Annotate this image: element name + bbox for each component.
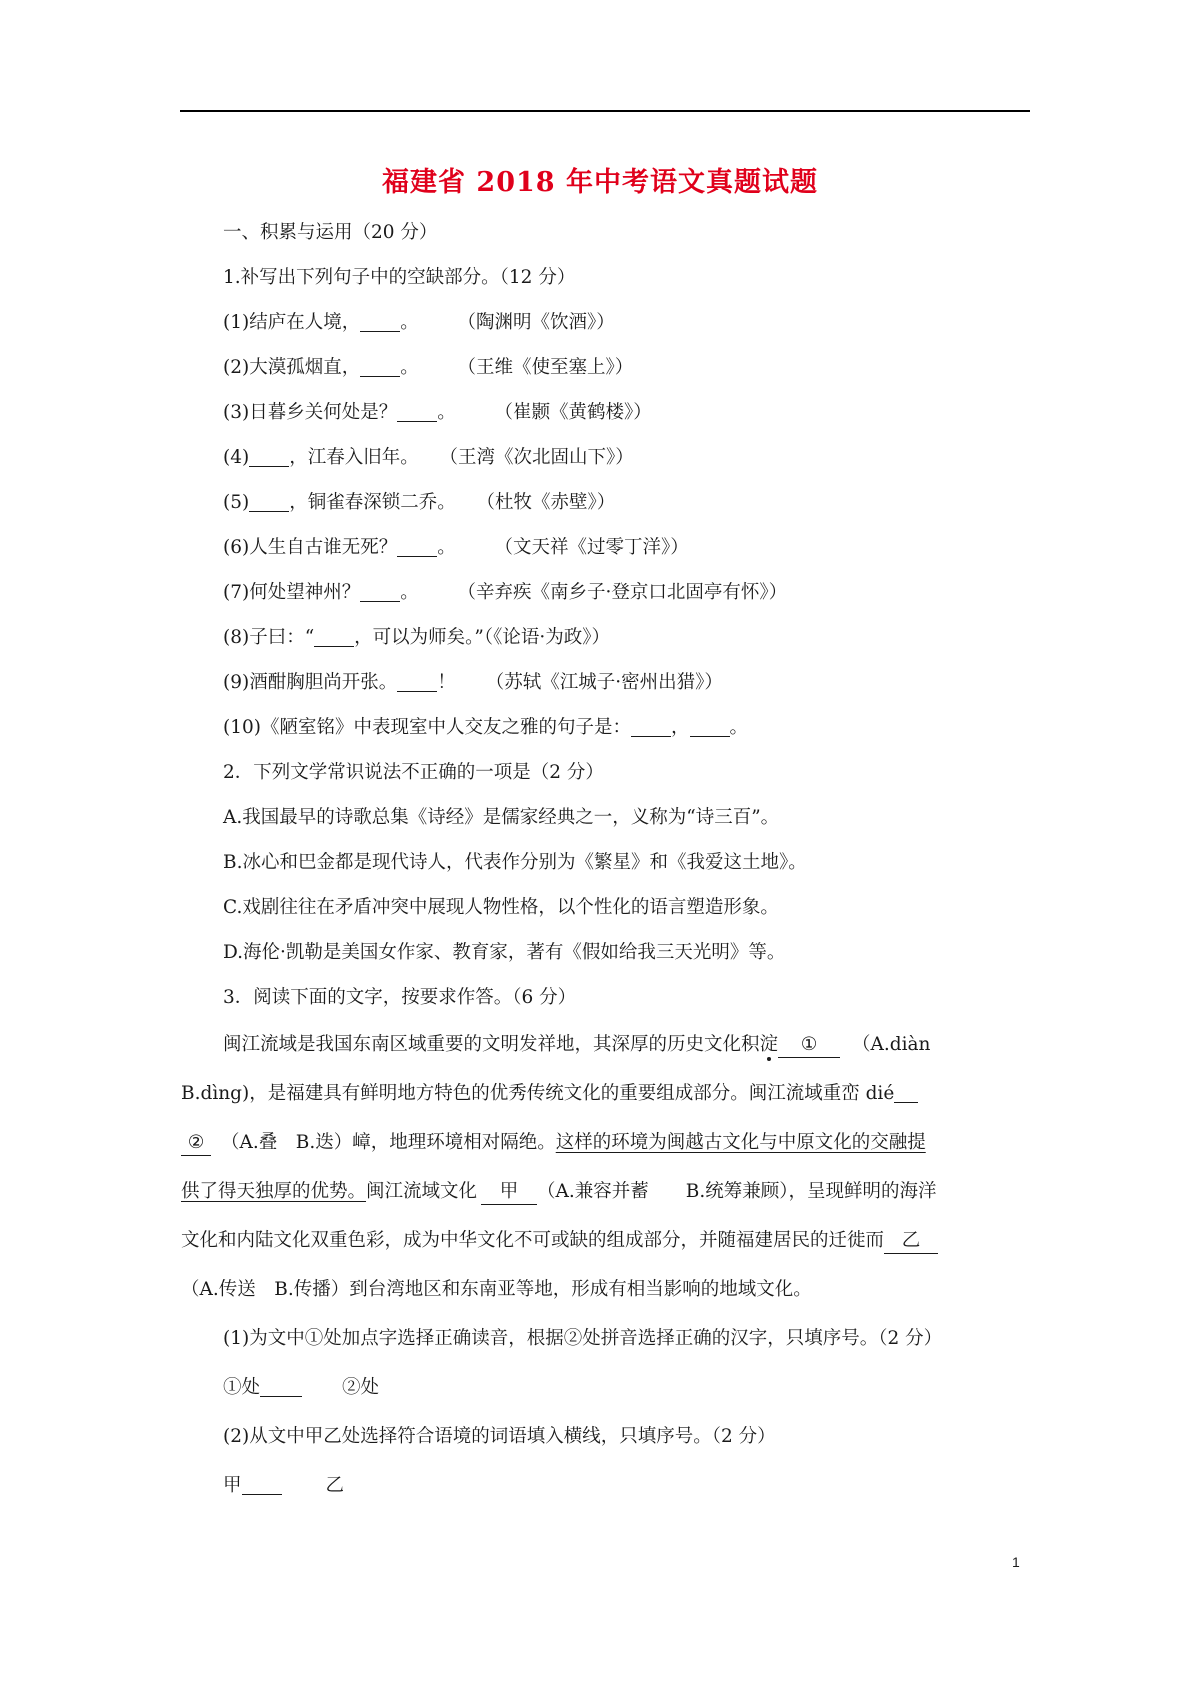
q3-passage-line-5: 文化和内陆文化双重色彩，成为中华文化不可或缺的组成部分，并随福建居民的迁徙而 乙 xyxy=(181,1226,938,1256)
page-title: 福建省 2018 年中考语文真题试题 xyxy=(382,167,818,198)
header-rule xyxy=(180,110,1030,112)
q3-passage-line-1: 闽江流域是我国东南区域重要的文明发祥地，其深厚的历史文化积淀 ① （A.diàn xyxy=(223,1030,930,1060)
blank-jia: 甲 xyxy=(481,1180,537,1205)
q1-item-3: (3)日暮乡关何处是？ 。 （崔颢《黄鹤楼》） xyxy=(223,402,652,423)
q1-item-7: (7)何处望神州？ 。 （辛弃疾《南乡子·登京口北固亭有怀》） xyxy=(223,582,788,603)
q2-option-a: A.我国最早的诗歌总集《诗经》是儒家经典之一，义称为“诗三百”。 xyxy=(223,807,780,828)
q1-item-4: (4) ，江春入旧年。 （王湾《次北固山下》） xyxy=(223,447,634,468)
q1-item-10: (10)《陋室铭》中表现室中人交友之雅的句子是： ， 。 xyxy=(223,717,749,738)
section-heading: 一、积累与运用（20 分） xyxy=(223,222,438,243)
underlined-sentence: 这样的环境为闽越古文化与中原文化的交融提 xyxy=(555,1132,926,1153)
q3-sub1: (1)为文中①处加点字选择正确读音，根据②处拼音选择正确的汉字，只填序号。（2 分） xyxy=(223,1328,943,1349)
q1-heading: 1.补写出下列句子中的空缺部分。（12 分） xyxy=(223,267,576,288)
q2-heading: 2．下列文学常识说法不正确的一项是（2 分） xyxy=(223,762,604,783)
q1-item-8: (8)子曰：“ ，可以为师矣。”（《论语·为政》） xyxy=(223,627,611,648)
q1-item-9: (9)酒酣胸胆尚开张。 ！ （苏轼《江城子·密州出猎》） xyxy=(223,672,723,693)
q3-passage-line-4: 供了得天独厚的优势。闽江流域文化 甲 （A.兼容并蓄 B.统筹兼顾），呈现鲜明的海洋 xyxy=(181,1177,937,1207)
q2-option-c: C.戏剧往往在矛盾冲突中展现人物性格，以个性化的语言塑造形象。 xyxy=(223,897,779,918)
page-number: 1 xyxy=(1012,1554,1020,1570)
blank-yi: 乙 xyxy=(884,1229,938,1254)
q3-sub2-answers: 甲 乙 xyxy=(223,1475,345,1496)
q3-passage-line-2: B.dìng)，是福建具有鲜明地方特色的优秀传统文化的重要组成部分。闽江流域重峦 dié xyxy=(181,1079,918,1109)
q3-passage-line-3: ② （A.叠 B.迭）嶂，地理环境相对隔绝。这样的环境为闽越古文化与中原文化的交融提 xyxy=(181,1128,926,1158)
q1-item-2: (2)大漠孤烟直， 。 （王维《使至塞上》） xyxy=(223,357,634,378)
q3-heading: 3．阅读下面的文字，按要求作答。（6 分） xyxy=(223,987,577,1008)
q1-item-5: (5) ，铜雀春深锁二乔。 （杜牧《赤壁》） xyxy=(223,492,616,513)
q1-item-1: (1)结庐在人境， 。 （陶渊明《饮酒》） xyxy=(223,312,615,333)
q2-option-b: B.冰心和巴金都是现代诗人，代表作分别为《繁星》和《我爱这土地》。 xyxy=(223,852,807,873)
q3-sub2: (2)从文中甲乙处选择符合语境的词语填入横线，只填序号。（2 分） xyxy=(223,1426,776,1447)
blank-2: ② xyxy=(181,1131,211,1156)
q3-sub1-answers: ①处 ②处 xyxy=(223,1377,380,1398)
q1-item-6: (6)人生自古谁无死？ 。 （文天祥《过零丁洋》） xyxy=(223,537,689,558)
q2-option-d: D.海伦·凯勒是美国女作家、教育家，著有《假如给我三天光明》等。 xyxy=(223,942,786,963)
q3-passage-line-6: （A.传送 B.传播）到台湾地区和东南亚等地，形成有相当影响的地域文化。 xyxy=(181,1279,812,1300)
dotted-char: 淀 xyxy=(759,1034,779,1055)
blank-1: ① xyxy=(778,1033,840,1058)
